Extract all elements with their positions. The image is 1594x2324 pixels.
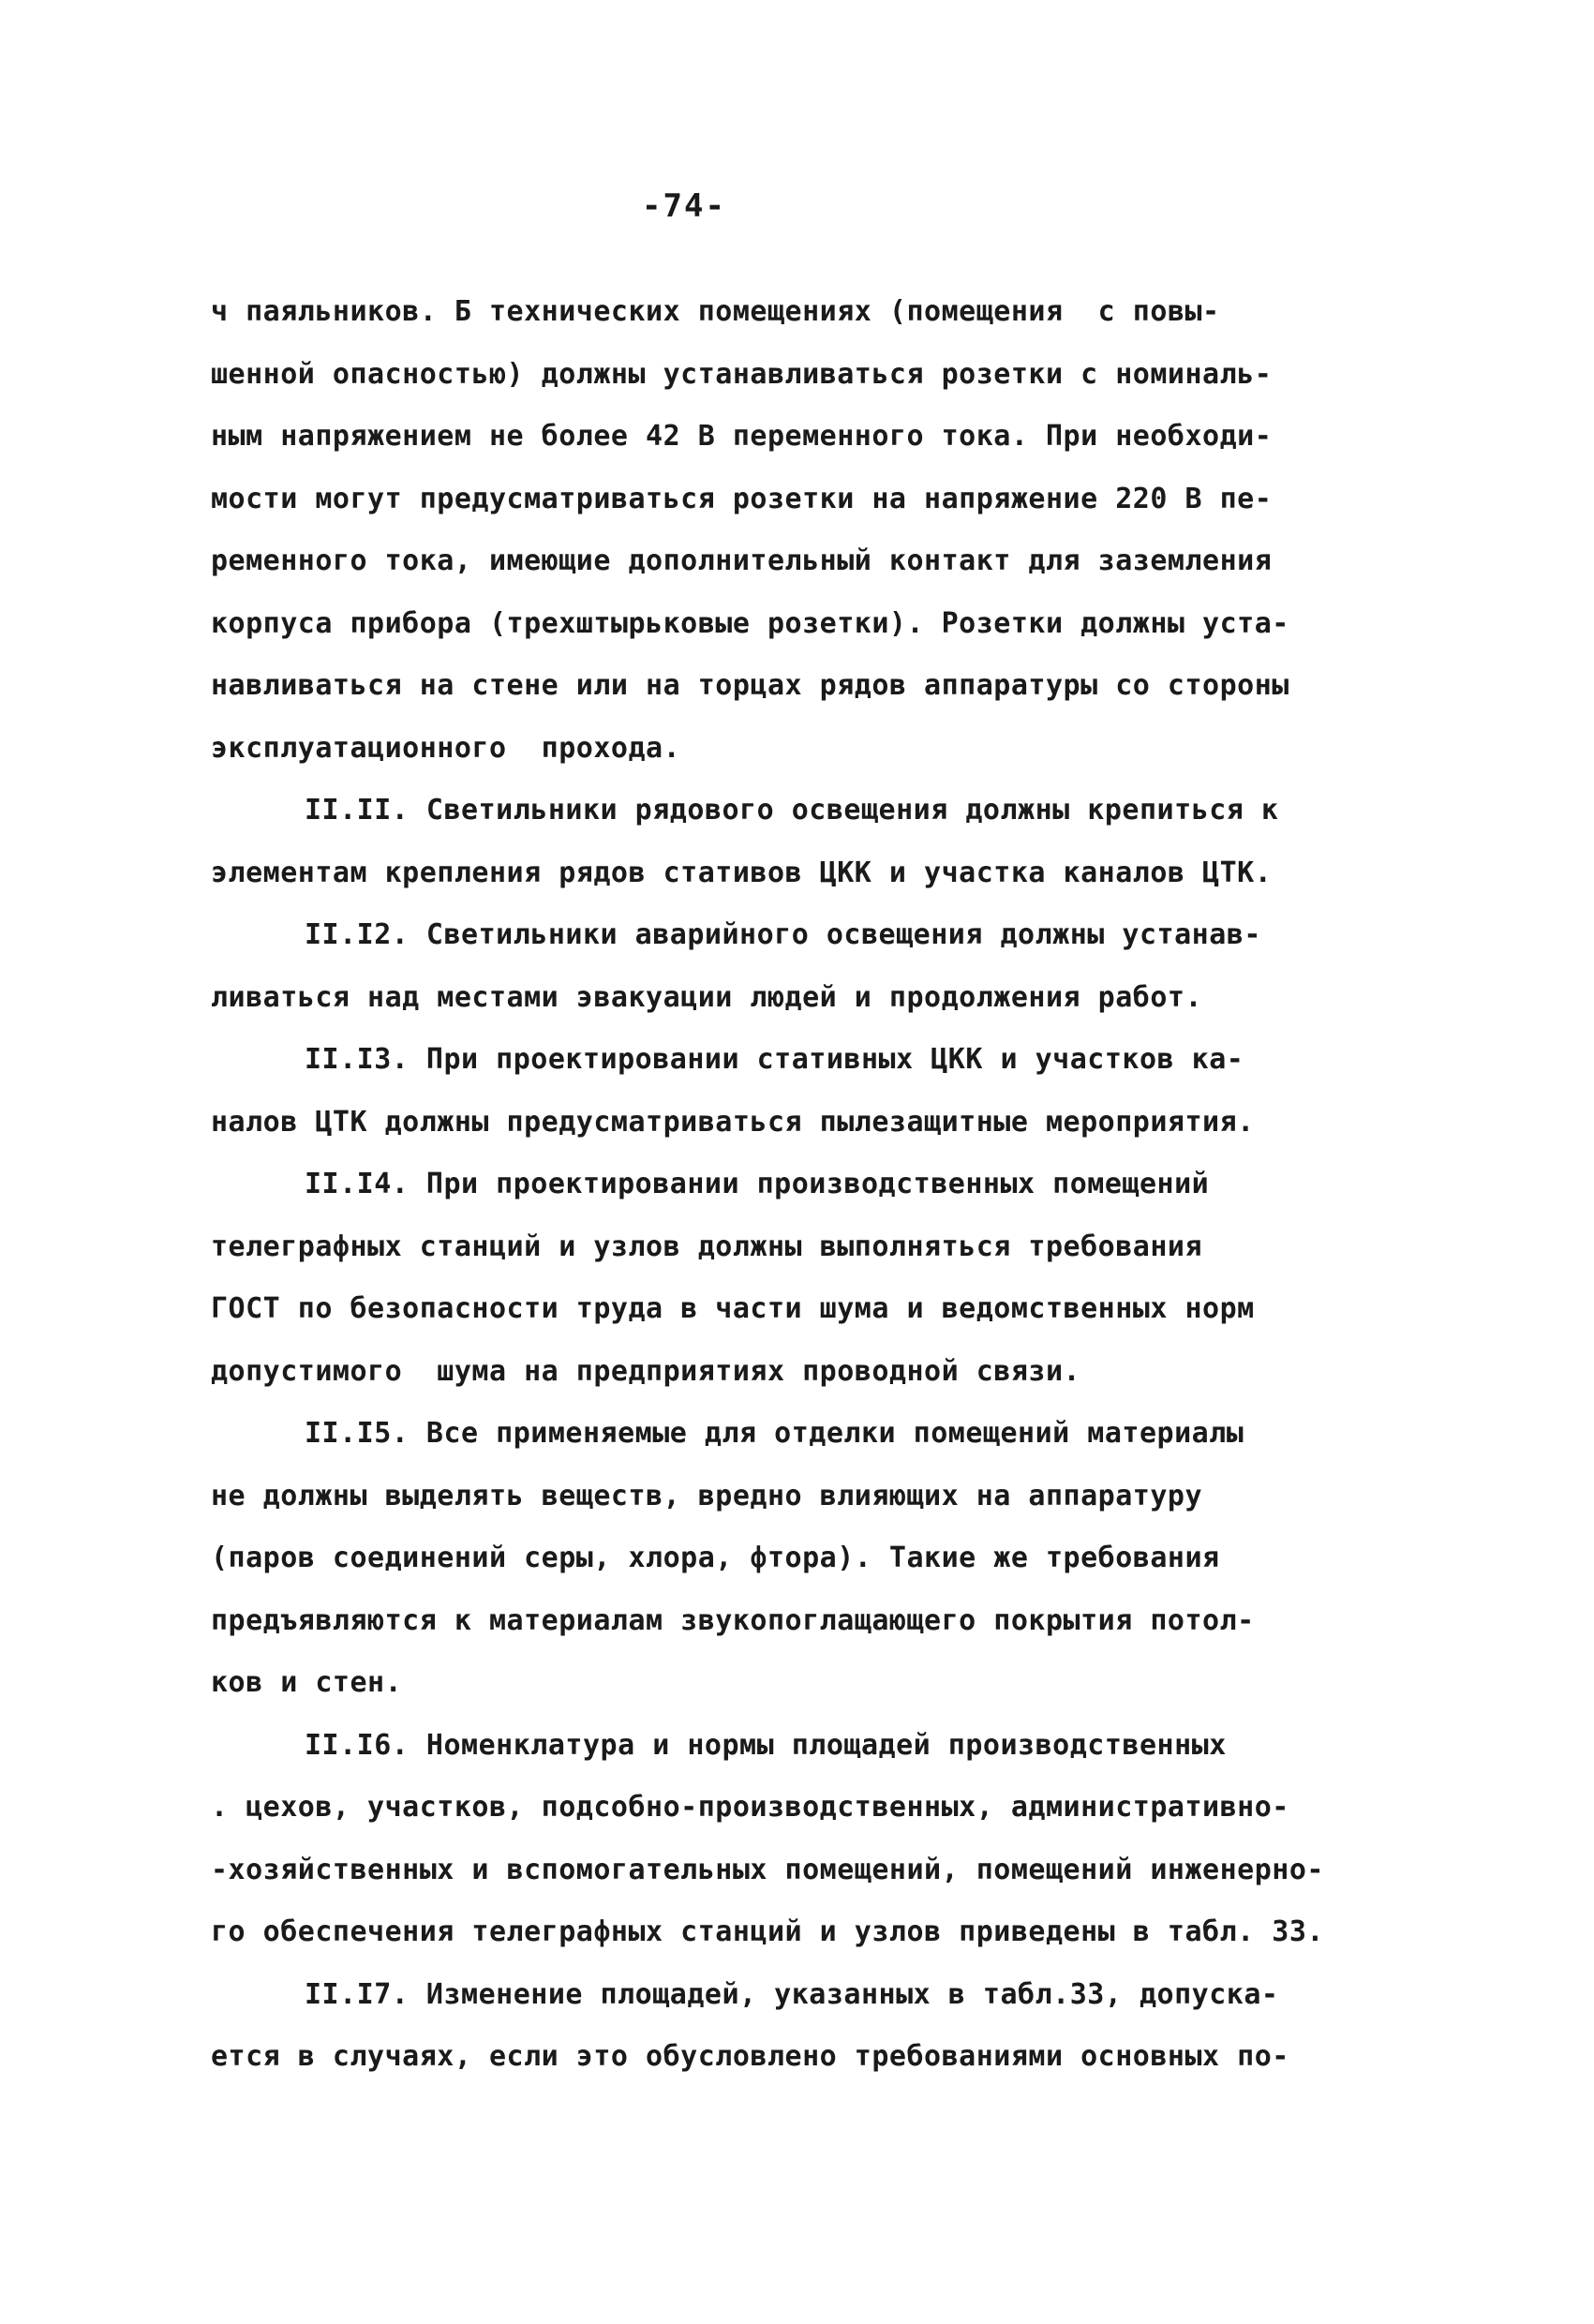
text-line: го обеспечения телеграфных станций и узлов приведены в табл. 33. (211, 1915, 1324, 1948)
text-line: корпуса прибора (трехштырьковые розетки). Розетки должны уста- (211, 606, 1289, 640)
text-line: ков и стен. (211, 1666, 403, 1699)
text-line: допустимого шума на предприятиях проводной связи. (211, 1354, 1081, 1388)
paragraph-11-14-line: II.I4. При проектировании производственных помещений (305, 1168, 1210, 1200)
paragraph-11-11-line: II.II. Светильники рядового освещения должны крепиться к (305, 794, 1279, 827)
text-line: ч паяльников. Б технических помещениях (помещения с повы- (211, 295, 1220, 328)
paragraph-11-17-line: II.I7. Изменение площадей, указанных в табл.33, допуска- (305, 1977, 1279, 2011)
text-line: не должны выделять веществ, вредно влияющих на аппаратуру (211, 1479, 1203, 1512)
text-line: элементам крепления рядов стативов ЦКК и участка каналов ЦТК. (211, 856, 1273, 889)
text-line: телеграфных станций и узлов должны выполняться требования (211, 1229, 1203, 1263)
text-line: налов ЦТК должны предусматриваться пылезащитные мероприятия. (211, 1105, 1255, 1139)
body-text (211, 281, 1429, 2089)
text-line: мости могут предусматриваться розетки на напряжение 220 В пе- (211, 482, 1273, 515)
text-line: . цехов, участков, подсобно-производственных, административно- (211, 1791, 1289, 1824)
text-line: ременного тока, имеющие дополнительный контакт для заземления (211, 544, 1273, 577)
page-number: -74- (642, 187, 726, 225)
paragraph-11-13-line: II.I3. При проектировании стативных ЦКК и участков ка- (305, 1043, 1244, 1076)
text-line: ным напряжением не более 42 В переменного тока. При необходи- (211, 420, 1273, 453)
text-line: эксплуатационного прохода. (211, 731, 681, 765)
text-line: ГОСТ по безопасности труда в части шума и ведомственных норм (211, 1292, 1255, 1325)
text-line: -хозяйственных и вспомогательных помещений, помещений инженерно- (211, 1853, 1324, 1886)
text-line: навливаться на стене или на торцах рядов аппаратуры со стороны (211, 669, 1289, 702)
paragraph-11-12-line: II.I2. Светильники аварийного освещения должны устанав- (305, 918, 1261, 951)
text-line: (паров соединений серы, хлора, фтора). Такие же требования (211, 1542, 1220, 1574)
text-line: шенной опасностью) должны устанавливаться розетки с номиналь- (211, 357, 1273, 391)
text-line: ливаться над местами эвакуации людей и продолжения работ. (211, 980, 1203, 1014)
paragraph-11-15-line: II.I5. Все применяемые для отделки помещений материалы (305, 1417, 1244, 1450)
paragraph-11-16-line: II.I6. Номенклатура и нормы площадей производственных (305, 1728, 1227, 1762)
text-line: ется в случаях, если это обусловлено требованиями основных по- (211, 2040, 1289, 2073)
text-line: предъявляются к материалам звукопоглащающего покрытия потол- (211, 1603, 1255, 1637)
